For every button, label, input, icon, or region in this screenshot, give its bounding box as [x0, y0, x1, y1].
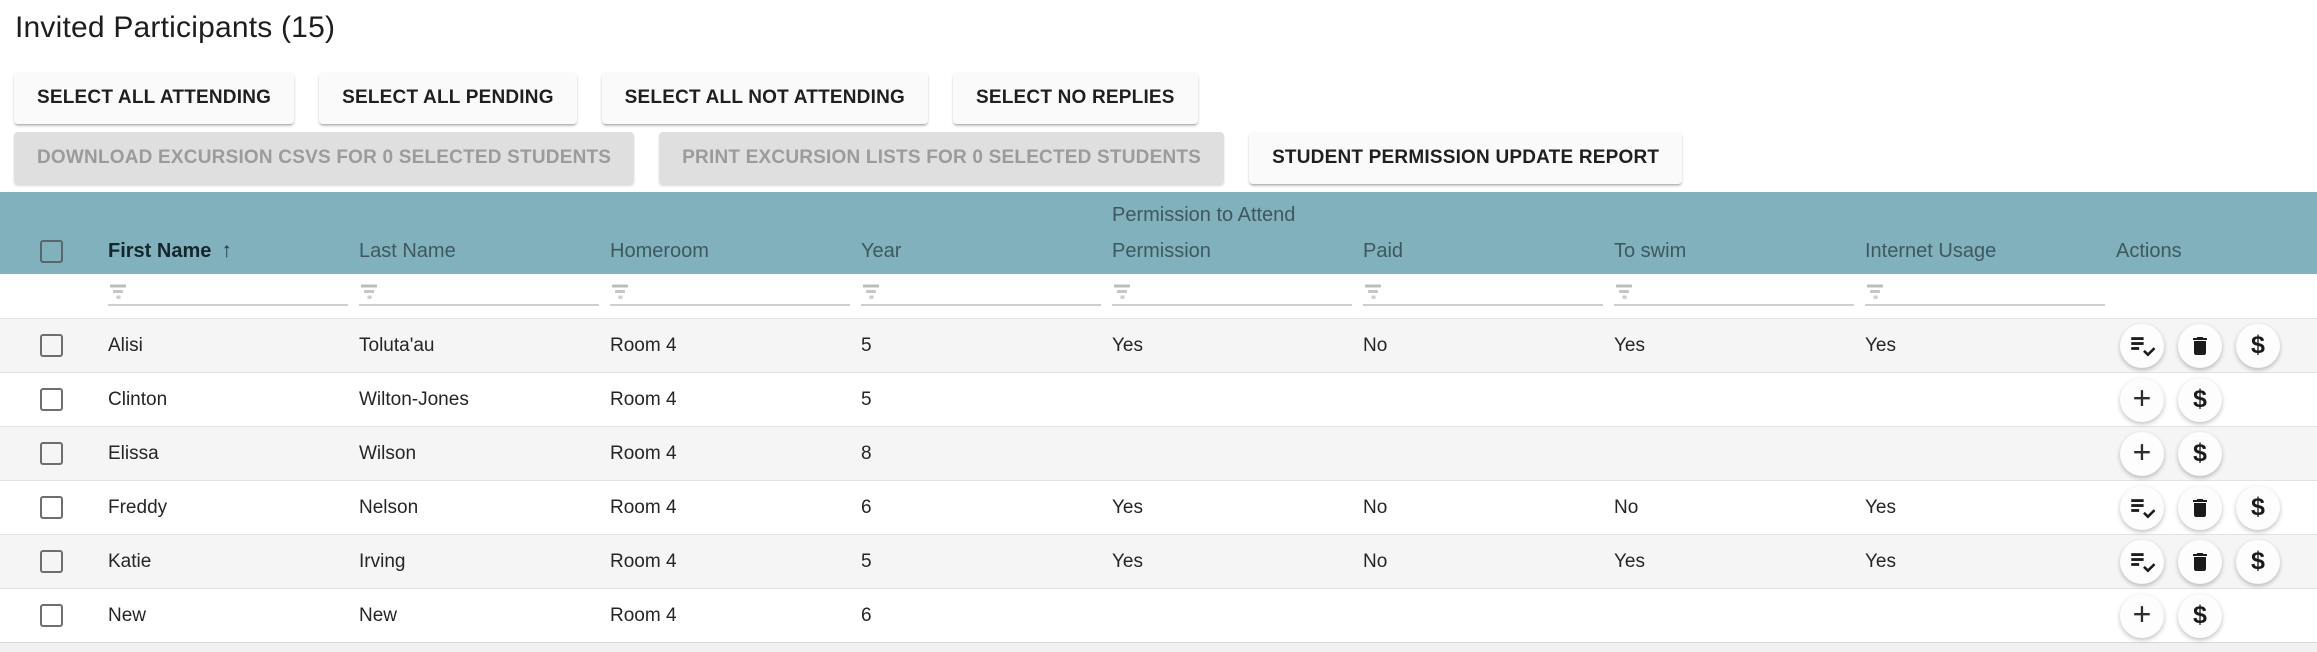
table-body [0, 318, 2317, 642]
cell-homeroom: Room 4 [610, 334, 677, 356]
playlist-check-button[interactable] [2120, 486, 2164, 530]
cell-paid: No [1363, 334, 1388, 356]
filter-underline [861, 304, 1101, 306]
column-header-label: To swim [1614, 239, 1687, 262]
column-header-row [0, 228, 2317, 274]
cell-homeroom: Room 4 [610, 604, 677, 626]
cell-last_name: Wilson [359, 442, 417, 464]
sort-ascending-icon: ↑ [221, 239, 232, 262]
filter-icon [360, 284, 379, 301]
cell-last_name: New [359, 604, 398, 626]
column-header-label: Internet Usage [1865, 239, 1997, 262]
filter-icon [1615, 284, 1634, 301]
group-header-label: Permission to Attend [1112, 204, 1296, 226]
row-select-cell [0, 604, 65, 627]
cell-last_name: Wilton-Jones [359, 388, 469, 410]
group-header-row [0, 192, 2317, 228]
row-checkbox[interactable] [40, 334, 63, 357]
selection-button[interactable]: SELECT ALL ATTENDING [14, 72, 294, 124]
cell-last_name: Nelson [359, 496, 419, 518]
playlist-check-button[interactable] [2120, 324, 2164, 368]
report-button-row [0, 132, 2317, 184]
column-header-label: Year [861, 239, 902, 262]
cell-year: 6 [861, 604, 872, 626]
row-checkbox[interactable] [40, 442, 63, 465]
table-row [0, 534, 2317, 588]
cell-paid: No [1363, 496, 1388, 518]
column-header-last_name[interactable] [316, 240, 567, 263]
filter-cell-internet_usage [1822, 274, 2073, 318]
filter-underline [610, 304, 850, 306]
filter-icon [1866, 284, 1885, 301]
cell-paid: No [1363, 550, 1388, 572]
cell-to_swim: Yes [1614, 334, 1645, 356]
filter-underline [108, 304, 348, 306]
cell-year: 5 [861, 388, 872, 410]
row-checkbox[interactable] [40, 604, 63, 627]
filter-input-last_name[interactable] [359, 274, 599, 318]
filter-underline [1865, 304, 2105, 306]
column-header-actions[interactable] [2073, 240, 2317, 263]
add-button[interactable] [2120, 432, 2164, 476]
cell-first_name: Freddy [108, 496, 168, 518]
row-actions [2073, 432, 2317, 476]
table-row [0, 318, 2317, 372]
table-header [0, 192, 2317, 274]
cell-homeroom: Room 4 [610, 550, 677, 572]
selection-button[interactable]: SELECT NO REPLIES [953, 72, 1198, 124]
cell-year: 5 [861, 550, 872, 572]
dollar-button[interactable] [2236, 486, 2280, 530]
filter-cell-to_swim [1571, 274, 1822, 318]
dollar-glyph: $ [2193, 385, 2207, 413]
select-all-checkbox[interactable] [40, 240, 63, 263]
selection-button[interactable]: SELECT ALL NOT ATTENDING [602, 72, 928, 124]
column-header-first_name[interactable] [65, 239, 316, 263]
filter-row [0, 274, 2317, 318]
row-actions [2073, 594, 2317, 638]
cell-last_name: Irving [359, 550, 406, 572]
dollar-button[interactable] [2236, 324, 2280, 368]
dollar-glyph: $ [2251, 493, 2265, 521]
cell-first_name: Elissa [108, 442, 159, 464]
column-header-label: Permission [1112, 239, 1211, 262]
row-actions [2073, 324, 2317, 368]
filter-cell-first_name [65, 274, 316, 318]
filter-input-to_swim[interactable] [1614, 274, 1854, 318]
table-row [0, 588, 2317, 642]
table-row [0, 426, 2317, 480]
column-header-homeroom[interactable] [567, 240, 818, 263]
filter-cell-paid [1320, 274, 1571, 318]
dollar-button[interactable] [2178, 378, 2222, 422]
dollar-glyph: $ [2251, 331, 2265, 359]
cell-permission: Yes [1112, 550, 1143, 572]
column-header-year[interactable] [818, 240, 1069, 263]
cell-internet_usage: Yes [1865, 550, 1896, 572]
cell-year: 8 [861, 442, 872, 464]
cell-first_name: Katie [108, 550, 152, 572]
column-header-label: First Name [108, 240, 212, 262]
cell-to_swim: No [1614, 496, 1639, 518]
row-checkbox[interactable] [40, 496, 63, 519]
row-select-cell [0, 334, 65, 357]
cell-year: 6 [861, 496, 872, 518]
cell-homeroom: Room 4 [610, 442, 677, 464]
column-header-label: Last Name [359, 239, 456, 262]
dollar-button[interactable] [2178, 594, 2222, 638]
table-row [0, 480, 2317, 534]
cell-homeroom: Room 4 [610, 388, 677, 410]
toolbar-action-button: PRINT EXCURSION LISTS FOR 0 SELECTED STUDENTS [659, 132, 1224, 184]
cell-internet_usage: Yes [1865, 496, 1896, 518]
column-header-label: Homeroom [610, 239, 709, 262]
dollar-button[interactable] [2236, 540, 2280, 584]
filter-input-permission[interactable] [1112, 274, 1352, 318]
cell-first_name: New [108, 604, 147, 626]
page-title: Invited Participants (15) [15, 11, 336, 44]
row-checkbox[interactable] [40, 388, 63, 411]
cell-first_name: Clinton [108, 388, 168, 410]
playlist-check-button[interactable] [2120, 540, 2164, 584]
row-actions [2073, 486, 2317, 530]
selection-button-row [0, 72, 2317, 124]
filter-icon [109, 284, 128, 301]
toolbar-action-button[interactable]: STUDENT PERMISSION UPDATE REPORT [1249, 132, 1682, 184]
selection-button[interactable]: SELECT ALL PENDING [319, 72, 577, 124]
plus-glyph: + [2132, 434, 2152, 470]
filter-input-year[interactable] [861, 274, 1101, 318]
plus-glyph: + [2132, 596, 2152, 632]
filter-cell-permission [1069, 274, 1320, 318]
row-select-cell [0, 442, 65, 465]
filter-underline [1614, 304, 1854, 306]
cell-last_name: Toluta'au [359, 334, 435, 356]
cell-first_name: Alisi [108, 334, 143, 356]
cell-internet_usage: Yes [1865, 334, 1896, 356]
filter-icon [611, 284, 630, 301]
delete-button[interactable] [2178, 324, 2222, 368]
cell-year: 5 [861, 334, 872, 356]
row-actions [2073, 540, 2317, 584]
filter-cell-year [818, 274, 1069, 318]
dollar-glyph: $ [2193, 601, 2207, 629]
row-actions [2073, 378, 2317, 422]
filter-underline [1112, 304, 1352, 306]
filter-cell-actions [2073, 274, 2317, 318]
table-row [0, 372, 2317, 426]
filter-input-first_name[interactable] [108, 274, 348, 318]
filter-input-internet_usage[interactable] [1865, 274, 2105, 318]
dollar-glyph: $ [2193, 439, 2207, 467]
cell-homeroom: Room 4 [610, 496, 677, 518]
cell-to_swim: Yes [1614, 550, 1645, 572]
filter-input-paid[interactable] [1363, 274, 1603, 318]
column-header-label: Actions [2116, 239, 2182, 262]
row-select-cell [0, 388, 65, 411]
row-select-cell [0, 496, 65, 519]
filter-cell-last_name [316, 274, 567, 318]
filter-input-homeroom[interactable] [610, 274, 850, 318]
filter-icon [1364, 284, 1383, 301]
filter-underline [1363, 304, 1603, 306]
column-header-internet_usage[interactable] [1822, 240, 2073, 263]
add-button[interactable] [2120, 594, 2164, 638]
filter-icon [862, 284, 881, 301]
filter-spacer [0, 274, 65, 318]
next-row-cutoff [0, 642, 2317, 652]
column-header-paid[interactable] [1320, 240, 1571, 263]
filter-cell-homeroom [567, 274, 818, 318]
filter-icon [1113, 284, 1132, 301]
delete-button[interactable] [2178, 486, 2222, 530]
plus-glyph: + [2132, 380, 2152, 416]
dollar-button[interactable] [2178, 432, 2222, 476]
row-select-cell [0, 550, 65, 573]
filter-underline [359, 304, 599, 306]
cell-permission: Yes [1112, 334, 1143, 356]
dollar-glyph: $ [2251, 547, 2265, 575]
add-button[interactable] [2120, 378, 2164, 422]
select-all-cell [0, 240, 65, 263]
toolbar-action-button: DOWNLOAD EXCURSION CSVS FOR 0 SELECTED STUDENTS [14, 132, 634, 184]
column-header-label: Paid [1363, 239, 1404, 262]
row-checkbox[interactable] [40, 550, 63, 573]
column-header-to_swim[interactable] [1571, 240, 1822, 263]
column-header-permission[interactable] [1069, 240, 1320, 263]
delete-button[interactable] [2178, 540, 2222, 584]
cell-permission: Yes [1112, 496, 1143, 518]
